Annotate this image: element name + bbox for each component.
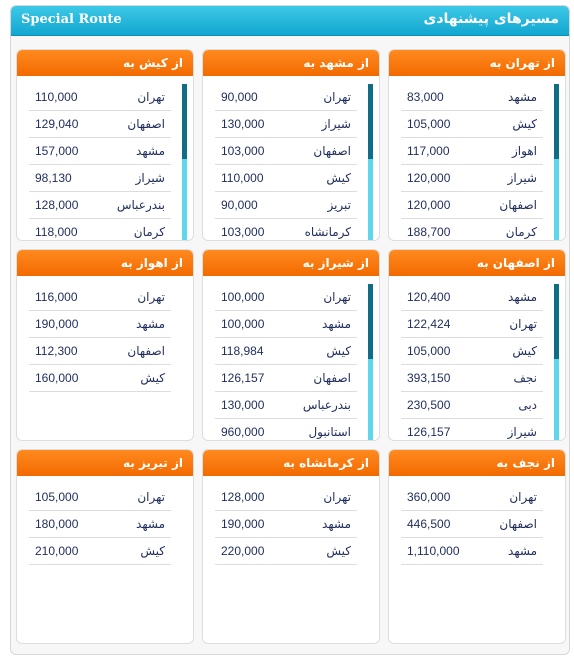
route-row[interactable] [401,338,543,365]
destination-city: اصفهان [127,117,165,131]
route-row[interactable] [215,419,357,440]
route-box-kermanshah [202,449,380,644]
route-row[interactable] [215,284,357,311]
fare-price: 190,000 [221,517,265,531]
route-box-mashhad [202,49,380,241]
destination-city: تهران [137,490,165,504]
destination-city: کیش [326,171,351,185]
destination-city: مشهد [322,517,351,531]
destination-city: تهران [509,317,537,331]
route-box-najaf [388,449,566,644]
fare-price: 960,000 [221,425,265,439]
fare-price: 360,000 [407,490,451,504]
destination-city: شیراز [507,171,537,185]
route-row[interactable] [215,538,357,565]
route-row[interactable] [401,311,543,338]
destination-city: مشهد [322,317,351,331]
route-row[interactable] [29,284,171,311]
route-box-tabriz [16,449,194,644]
route-list[interactable] [203,484,379,643]
destination-city: کیش [512,344,537,358]
fare-price: 105,000 [35,490,79,504]
fare-price: 130,000 [221,398,265,412]
route-row[interactable] [215,311,357,338]
route-row[interactable] [215,219,357,240]
route-row[interactable] [401,111,543,138]
destination-city: کیش [140,544,165,558]
header-title-en: Special Route [21,12,122,27]
fare-price: 110,000 [221,171,264,185]
destination-city: مشهد [136,144,165,158]
destination-city: دبی [518,398,537,412]
route-row[interactable] [215,338,357,365]
route-row[interactable] [29,84,171,111]
destination-city: اصفهان [313,371,351,385]
route-row[interactable] [215,192,357,219]
destination-city: اصفهان [499,517,537,531]
route-row[interactable] [215,392,357,419]
destination-city: نجف [513,371,537,385]
destination-city: کیش [512,117,537,131]
route-list[interactable] [389,484,565,643]
destination-city: کیش [326,544,351,558]
fare-price: 128,000 [221,490,265,504]
fare-price: 105,000 [407,344,451,358]
route-list[interactable] [389,284,565,440]
scrollbar-thumb[interactable] [368,84,373,159]
fare-price: 118,000 [35,225,78,239]
route-row[interactable] [401,538,543,565]
destination-city: تبریز [327,198,351,212]
route-box-title: از تبریز به [17,450,193,476]
route-row[interactable] [29,511,171,538]
scrollbar[interactable] [368,284,373,440]
route-row[interactable] [215,165,357,192]
destination-city: اصفهان [313,144,351,158]
scrollbar-thumb[interactable] [554,284,559,359]
destination-city: تهران [137,290,165,304]
header-title-fa: مسیرهای پیشنهادی [423,11,559,27]
scrollbar[interactable] [554,84,559,240]
fare-price: 120,400 [407,290,451,304]
route-row[interactable] [401,511,543,538]
fare-price: 126,157 [407,425,451,439]
fare-price: 128,000 [35,198,79,212]
route-row[interactable] [29,484,171,511]
route-list[interactable] [203,84,379,240]
destination-city: تهران [509,490,537,504]
fare-price: 188,700 [407,225,451,239]
fare-price: 160,000 [35,371,79,385]
panel-header [11,6,569,36]
route-row[interactable] [401,392,543,419]
destination-city: اصفهان [127,344,165,358]
fare-price: 103,000 [221,144,265,158]
destination-city: اصفهان [499,198,537,212]
fare-price: 116,000 [35,290,78,304]
fare-price: 1,110,000 [407,544,460,558]
route-row[interactable] [401,192,543,219]
fare-price: 210,000 [35,544,79,558]
destination-city: شیراز [507,425,537,439]
route-row[interactable] [29,338,171,365]
route-box-isfahan [388,249,566,441]
destination-city: کرمانشاه [304,225,351,239]
route-row[interactable] [401,284,543,311]
destination-city: مشهد [136,317,165,331]
route-box-tehran [388,49,566,241]
destination-city: شیراز [321,117,351,131]
fare-price: 112,300 [35,344,78,358]
route-row[interactable] [29,538,171,565]
destination-city: تهران [137,90,165,104]
destination-city: تهران [323,290,351,304]
fare-price: 103,000 [221,225,265,239]
route-row[interactable] [29,165,171,192]
route-row[interactable] [29,311,171,338]
route-box-title: از اصفهان به [389,250,565,276]
destination-city: استانبول [308,425,351,439]
route-list[interactable] [203,284,379,440]
scrollbar[interactable] [182,84,187,240]
route-row[interactable] [29,138,171,165]
route-row[interactable] [215,511,357,538]
destination-city: اهواز [512,144,537,158]
route-box-title: از شیراز به [203,250,379,276]
route-row[interactable] [401,138,543,165]
fare-price: 118,984 [221,344,264,358]
route-row[interactable] [401,165,543,192]
route-row[interactable] [401,219,543,240]
route-box-title: از مشهد به [203,50,379,76]
destination-city: شیراز [135,171,165,185]
destination-city: بندرعباس [302,398,351,412]
scrollbar[interactable] [554,284,559,440]
route-row[interactable] [215,138,357,165]
destination-city: مشهد [508,544,537,558]
fare-price: 120,000 [407,171,451,185]
destination-city: مشهد [136,517,165,531]
route-box-ahvaz [16,249,194,441]
fare-price: 100,000 [221,290,265,304]
scrollbar-thumb[interactable] [368,284,373,359]
route-row[interactable] [401,365,543,392]
scrollbar-thumb[interactable] [182,84,187,159]
route-box-title: از نجف به [389,450,565,476]
destination-city: تهران [323,90,351,104]
route-row[interactable] [401,419,543,440]
fare-price: 129,040 [35,117,79,131]
fare-price: 157,000 [35,144,79,158]
route-box-title: از کرمانشاه به [203,450,379,476]
destination-city: بندرعباس [116,198,165,212]
route-box-title: از اهواز به [17,250,193,276]
destination-city: تهران [323,490,351,504]
route-row[interactable] [29,365,171,392]
fare-price: 393,150 [407,371,451,385]
fare-price: 122,424 [407,317,451,331]
route-row[interactable] [29,219,171,240]
fare-price: 230,500 [407,398,451,412]
fare-price: 446,500 [407,517,451,531]
route-box-title: از تهران به [389,50,565,76]
route-list[interactable] [389,84,565,240]
fare-price: 120,000 [407,198,451,212]
destination-city: مشهد [508,290,537,304]
fare-price: 130,000 [221,117,265,131]
destination-city: کیش [140,371,165,385]
destination-city: کرمان [133,225,165,239]
route-row[interactable] [215,84,357,111]
fare-price: 110,000 [35,90,78,104]
fare-price: 98,130 [35,171,72,185]
route-row[interactable] [215,111,357,138]
fare-price: 100,000 [221,317,265,331]
route-row[interactable] [29,111,171,138]
fare-price: 190,000 [35,317,79,331]
fare-price: 220,000 [221,544,265,558]
scrollbar-thumb[interactable] [554,84,559,159]
fare-price: 126,157 [221,371,265,385]
route-row[interactable] [215,365,357,392]
route-row[interactable] [29,192,171,219]
fare-price: 90,000 [221,90,258,104]
route-list[interactable] [17,284,193,440]
route-row[interactable] [215,484,357,511]
scrollbar[interactable] [368,84,373,240]
route-box-shiraz [202,249,380,441]
route-row[interactable] [401,84,543,111]
fare-price: 105,000 [407,117,451,131]
destination-city: کرمان [505,225,537,239]
special-route-panel [10,5,570,655]
destination-city: مشهد [508,90,537,104]
route-box-kish [16,49,194,241]
route-list[interactable] [17,84,193,240]
fare-price: 117,000 [407,144,450,158]
fare-price: 180,000 [35,517,79,531]
fare-price: 83,000 [407,90,444,104]
route-box-title: از کیش به [17,50,193,76]
route-row[interactable] [401,484,543,511]
fare-price: 90,000 [221,198,258,212]
route-list[interactable] [17,484,193,643]
destination-city: کیش [326,344,351,358]
